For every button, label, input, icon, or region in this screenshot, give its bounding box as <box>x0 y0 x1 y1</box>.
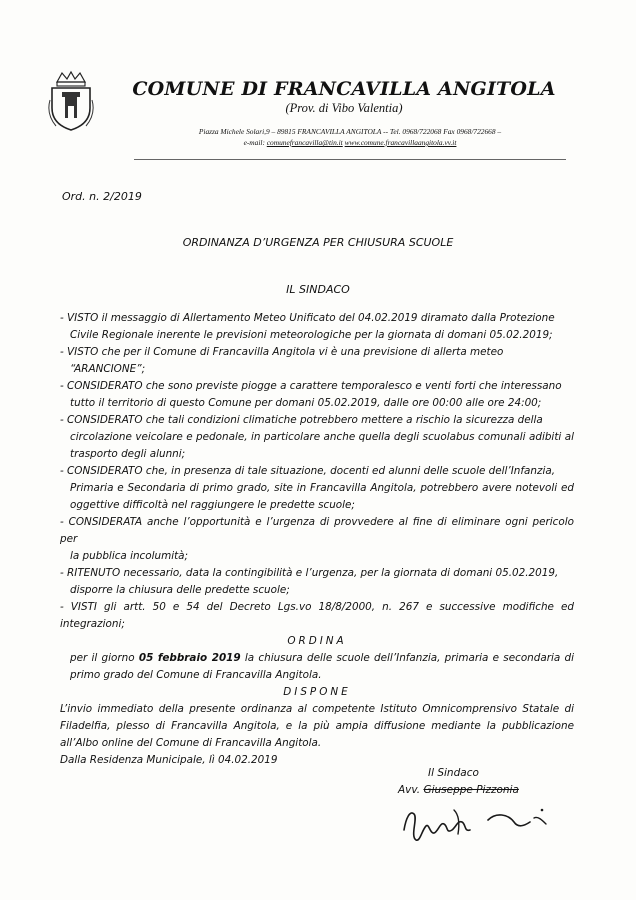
premise-item <box>60 565 574 599</box>
ordinance-number: Ord. n. 2/2019 <box>62 190 142 203</box>
document-title: ORDINANZA D’URGENZA PER CHIUSURA SCUOLE <box>182 236 454 249</box>
premise-item <box>60 514 574 565</box>
premise-continuation: la pubblica incolumità; <box>70 550 189 562</box>
handwritten-signature <box>396 800 556 848</box>
premise-continuation: circolazione veicolare e pedonale, in particolare anche quella degli scuolabus comunali adibiti al trasporto degli alunni; <box>70 431 574 460</box>
premise-first-line: - CONSIDERATO che, in presenza di tale situazione, docenti ed alunni delle scuole dell’Infanzia, <box>60 465 555 477</box>
premise-item <box>60 463 574 514</box>
dispone-heading: DISPONE <box>283 686 351 698</box>
premise-item <box>60 378 574 412</box>
premise-first-line: - VISTO il messaggio di Allertamento Meteo Unificato del 04.02.2019 diramato dalla Protezione <box>60 312 555 324</box>
address-line: Piazza Michele Solari,9 – 89815 FRANCAVILLA ANGITOLA -- Tel. 0968/722068 Fax 0968/722668 – <box>198 127 502 136</box>
premise-continuation: disporre la chiusura delle predette scuole; <box>70 584 290 596</box>
premise-continuation: tutto il territorio di questo Comune per domani 05.02.2019, dalle ore 00:00 alle ore 24:00; <box>70 397 542 409</box>
premise-item <box>60 599 574 633</box>
premise-item <box>60 344 574 378</box>
place-date: Dalla Residenza Municipale, lì 04.02.2019 <box>60 754 278 766</box>
website-link[interactable]: www.comune.francavillaangitola.vv.it <box>344 138 457 147</box>
premise-first-line: - RITENUTO necessario, data la contingibilità e l’urgenza, per la giornata di domani 05.02.2019, <box>60 567 559 579</box>
premise-first-line: - CONSIDERATO che sono previste piogge a carattere temporalesco e venti forti che interessano <box>60 380 562 392</box>
dispone-text: L’invio immediato della presente ordinanza al competente Istituto Omnicomprensivo Statale di Filadelfia, plesso di Francavilla Angitola, e la più ampia diffusione mediante la pubblicazione all’Albo online del Comune di Francavilla Angitola. <box>60 703 574 749</box>
ordina-text <box>60 650 574 684</box>
premise-first-line: - VISTI gli artt. 50 e 54 del Decreto Lgs.vo 18/8/2000, n. 267 e successive modifiche ed integrazioni; <box>60 601 574 630</box>
ordina-prefix: per il giorno <box>70 652 139 664</box>
premise-continuation: Primaria e Secondaria di primo grado, site in Francavilla Angitola, potrebbero avere notevoli ed oggettive difficoltà nel raggiungere le predette scuole; <box>70 482 574 511</box>
premise-continuation: “ARANCIONE”; <box>70 363 146 375</box>
premise-first-line: - CONSIDERATO che tali condizioni climatiche potrebbero mettere a rischio la sicurezza della <box>60 414 543 426</box>
signatory-prefix: Avv. <box>398 784 424 796</box>
email-label: e-mail: <box>243 138 265 147</box>
ordina-heading: ORDINA <box>287 635 347 647</box>
header-divider <box>134 159 566 160</box>
signatory-title: Il Sindaco <box>428 767 479 779</box>
municipality-name: COMUNE DI FRANCAVILLA ANGITOLA <box>132 78 556 100</box>
ordinance-body <box>60 310 574 769</box>
closure-date: 05 febbraio 2019 <box>138 652 241 664</box>
municipal-crest-icon <box>48 70 94 132</box>
premise-first-line: - CONSIDERATA anche l’opportunità e l’urgenza di provvedere al fine di eliminare ogni pericolo per <box>60 516 574 545</box>
email-line <box>150 137 550 148</box>
issuer-heading: IL SINDACO <box>286 283 350 296</box>
premise-item <box>60 310 574 344</box>
province-line: (Prov. di Vibo Valentia) <box>285 101 403 115</box>
signatory-full-name: Giuseppe Pizzonia <box>423 784 519 796</box>
premise-continuation: Civile Regionale inerente le previsioni meteorologiche per la giornata di domani 05.02.2019; <box>70 329 553 341</box>
email-link[interactable]: comunefrancavilla@tin.it <box>266 138 343 147</box>
premise-first-line: - VISTO che per il Comune di Francavilla Angitola vi è una previsione di allerta meteo <box>60 346 504 358</box>
signatory-name <box>398 784 519 796</box>
contact-block <box>150 126 550 148</box>
premise-item <box>60 412 574 463</box>
ordina-body: la chiusura delle scuole dell’Infanzia, primaria e secondaria di primo grado del Comune di Francavilla Angitola. <box>70 652 574 681</box>
